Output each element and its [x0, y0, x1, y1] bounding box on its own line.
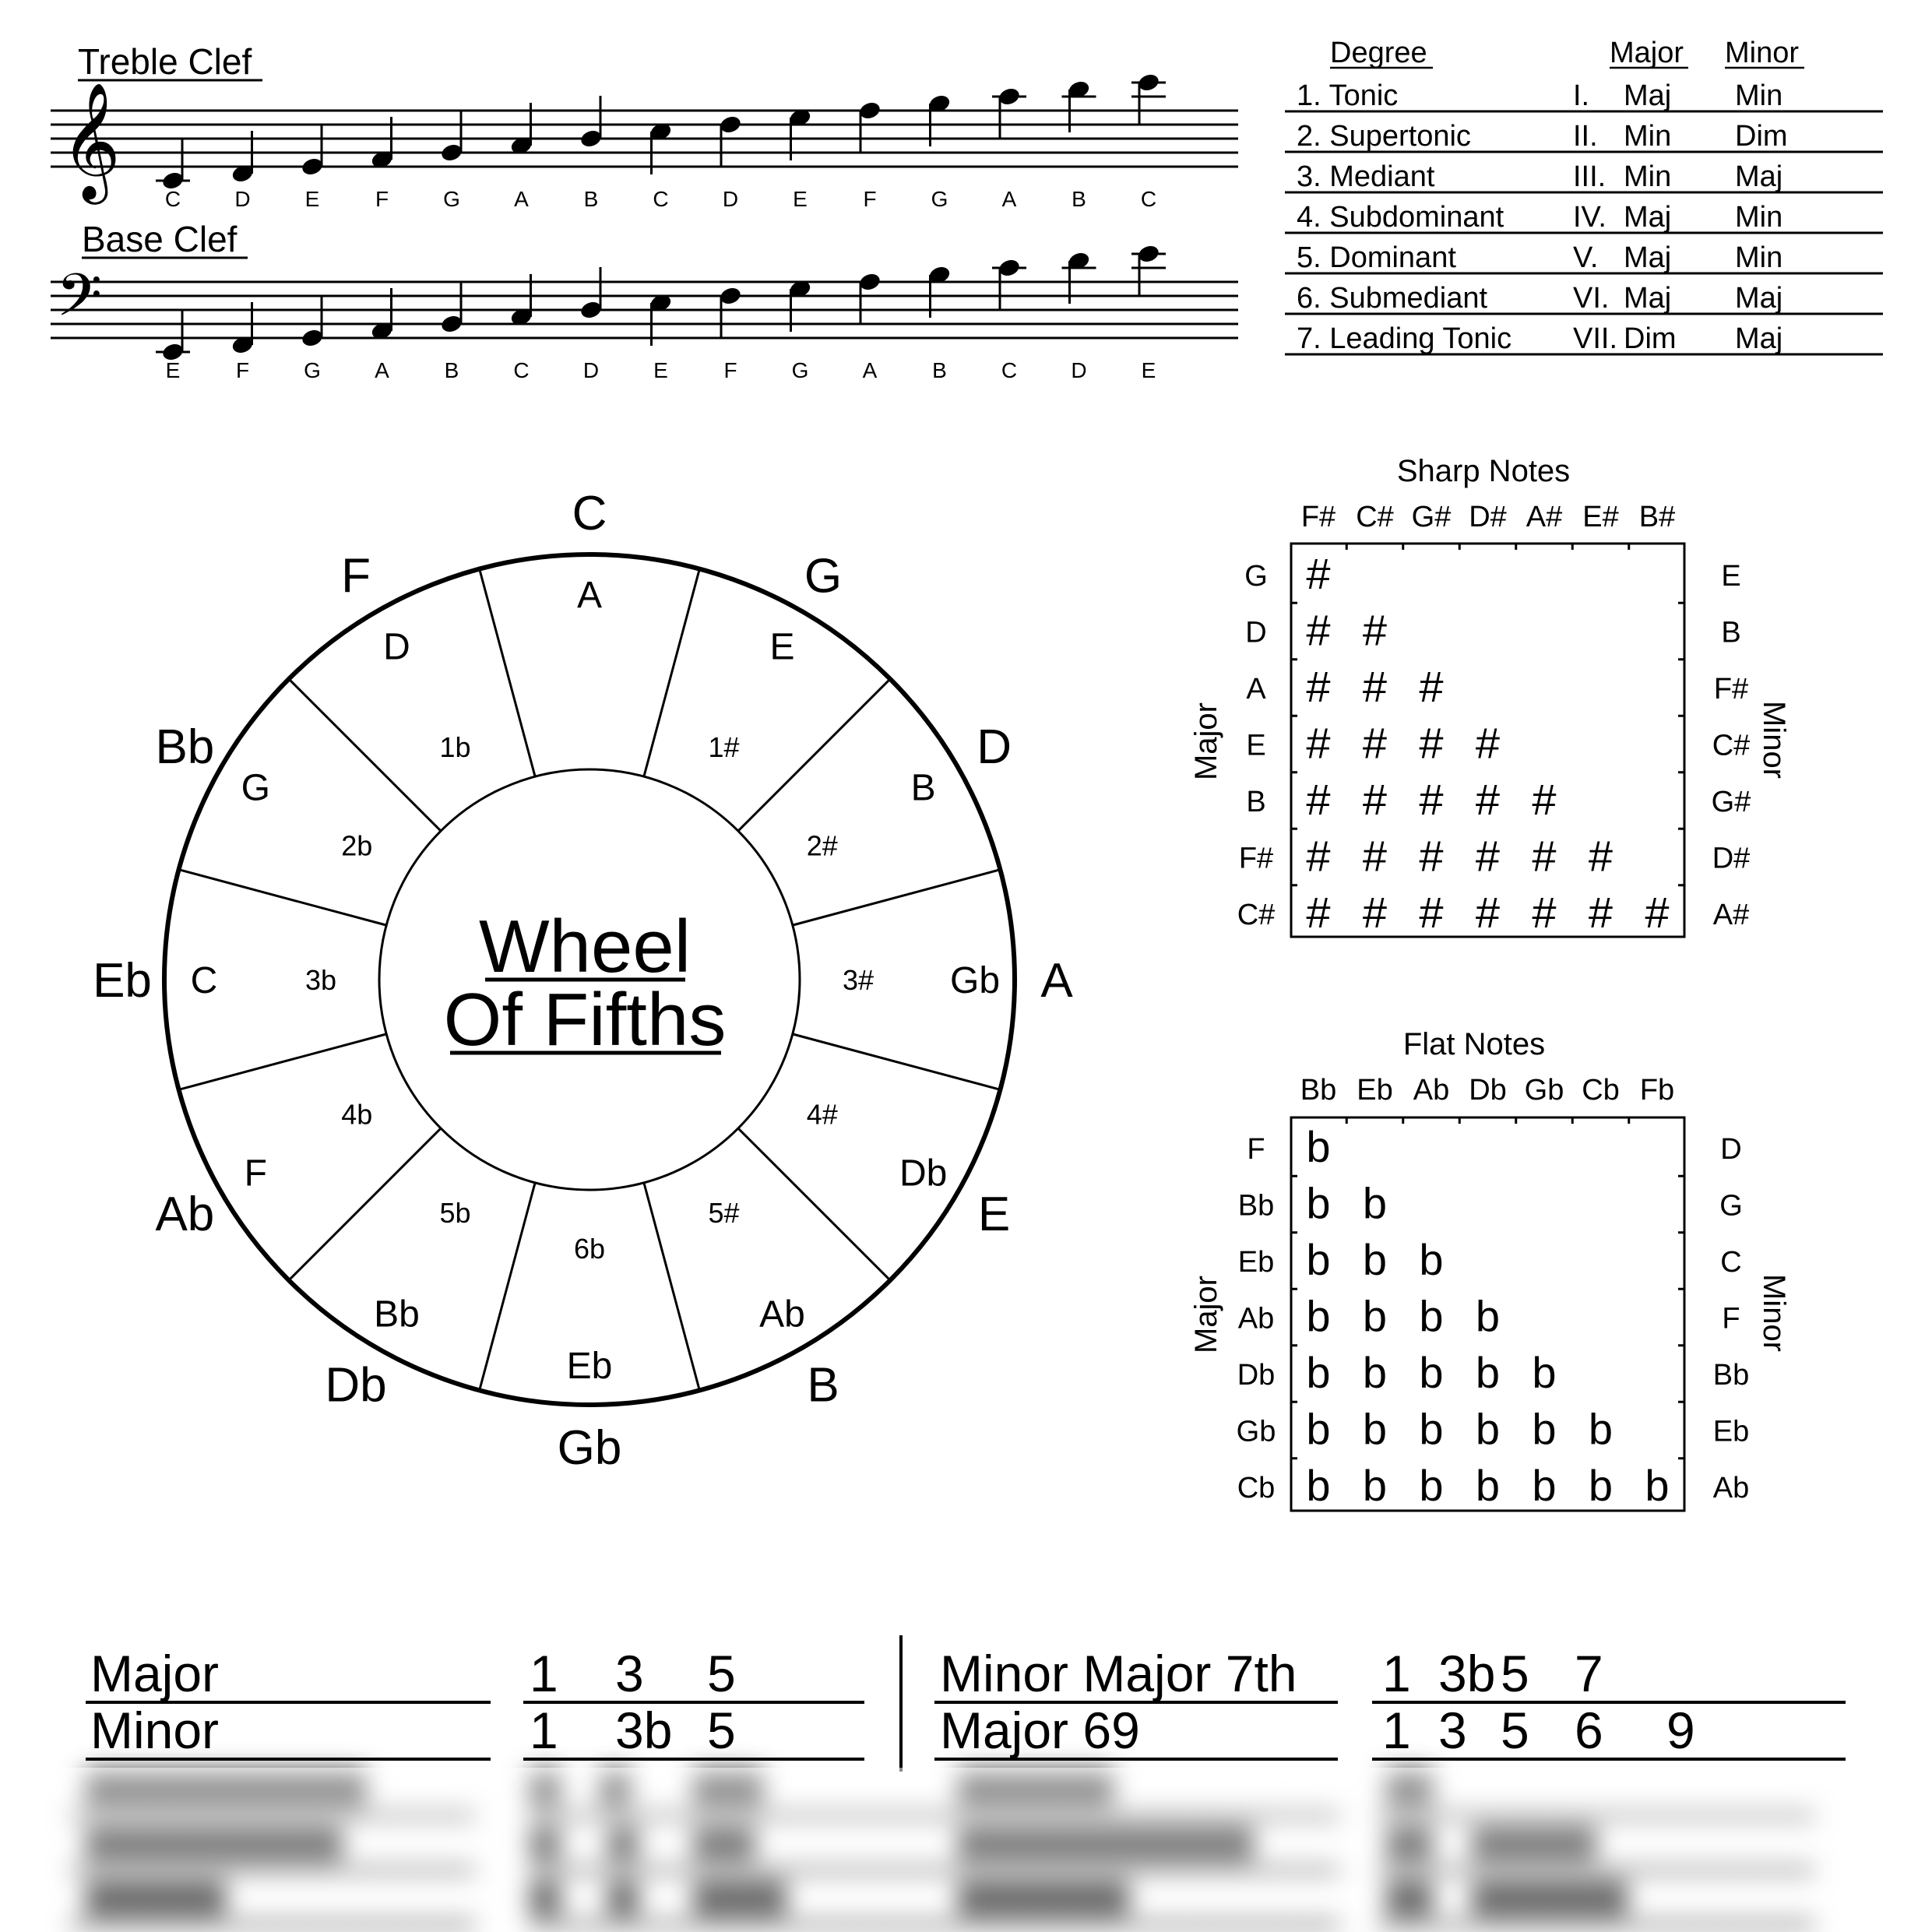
chord-name: Major: [90, 1645, 220, 1702]
table-accidental: b: [1306, 1404, 1331, 1454]
wheel-spoke: [793, 870, 1001, 925]
table-accidental: #: [1362, 718, 1388, 768]
note-label: D: [722, 187, 739, 211]
note-label: C: [513, 358, 530, 382]
note-label: C: [1001, 358, 1018, 382]
wheel-key-signature: 2#: [806, 829, 838, 862]
table-accidental: #: [1645, 888, 1670, 937]
table-accidental: b: [1419, 1404, 1444, 1454]
table-column-header: Cb: [1582, 1074, 1620, 1107]
note-label: G: [931, 187, 948, 211]
wheel-title-line2: Of Fifths: [443, 978, 727, 1061]
note-label: F: [723, 358, 737, 382]
degree-numeral: VII.: [1573, 322, 1618, 355]
wheel-major-key: Gb: [557, 1421, 622, 1475]
table-minor-key: B: [1721, 616, 1741, 649]
chord-interval: 1: [1382, 1645, 1411, 1702]
degree-major-quality: Maj: [1624, 241, 1672, 274]
table-major-key: F: [1247, 1133, 1265, 1166]
table-accidental: b: [1362, 1348, 1388, 1397]
degree-numeral: V.: [1573, 241, 1599, 274]
table-accidental: #: [1362, 605, 1388, 655]
wheel-key-signature: 5#: [708, 1196, 740, 1229]
sharp-minor-side-label: Minor: [1757, 700, 1791, 779]
table-accidental: b: [1475, 1404, 1501, 1454]
table-accidental: #: [1362, 888, 1388, 937]
wheel-key-signature: 3b: [304, 964, 337, 996]
degree-numeral: I.: [1573, 79, 1590, 112]
minor-header: Minor: [1725, 37, 1800, 69]
wheel-spoke: [793, 1034, 1001, 1089]
table-accidental: b: [1362, 1291, 1388, 1341]
note-label: A: [514, 187, 529, 211]
table-accidental: b: [1306, 1348, 1331, 1397]
note-label: B: [444, 358, 459, 382]
degree-minor-quality: Min: [1735, 201, 1783, 234]
wheel-spoke: [289, 679, 441, 831]
table-major-key: Db: [1237, 1359, 1276, 1392]
table-accidental: #: [1532, 775, 1557, 824]
table-major-key: F#: [1238, 842, 1274, 875]
sharp-notes-table: [1189, 454, 1791, 937]
wheel-minor-key: Eb: [566, 1346, 613, 1387]
wheel-minor-key: B: [910, 767, 936, 809]
sharp-table-title: Sharp Notes: [1396, 454, 1571, 488]
treble-staff-lines: [51, 111, 1238, 167]
sharp-major-side-label: Major: [1189, 702, 1223, 781]
wheel-key-signature: 1#: [708, 731, 740, 764]
table-accidental: #: [1306, 662, 1331, 711]
wheel-major-key: F: [341, 549, 371, 604]
table-minor-key: D: [1720, 1133, 1742, 1166]
table-accidental: b: [1532, 1461, 1557, 1510]
table-minor-key: F#: [1713, 673, 1749, 706]
chord-interval: 5: [707, 1701, 736, 1759]
scale-degree-table: [1285, 37, 1883, 355]
wheel-key-signature: 2b: [341, 829, 373, 862]
note-label: D: [1071, 358, 1087, 382]
table-accidental: #: [1588, 831, 1614, 881]
wheel-spoke: [179, 1034, 387, 1089]
table-column-header: Db: [1469, 1074, 1507, 1107]
chord-interval: 7: [1575, 1645, 1603, 1702]
table-major-key: B: [1246, 786, 1266, 818]
table-major-key: Bb: [1237, 1189, 1275, 1223]
treble-clef-icon: 𝄞: [61, 83, 121, 197]
table-minor-key: C: [1720, 1246, 1742, 1279]
wheel-major-key: A: [1040, 954, 1073, 1008]
degree-major-quality: Min: [1624, 120, 1672, 153]
note-label: E: [793, 187, 808, 211]
wheel-major-key: C: [572, 487, 607, 540]
note-label: G: [791, 358, 809, 382]
treble-clef-staff: [51, 41, 1238, 211]
wheel-minor-key: G: [241, 767, 270, 809]
note-label: G: [443, 187, 460, 211]
bass-clef-title: Base Clef: [82, 219, 238, 259]
table-accidental: b: [1645, 1461, 1670, 1510]
note-label: F: [863, 187, 877, 211]
degree-name: 3. Mediant: [1297, 160, 1435, 193]
wheel-spoke: [289, 1128, 441, 1280]
table-accidental: #: [1419, 718, 1444, 768]
treble-notes: [156, 72, 1166, 211]
table-accidental: #: [1419, 775, 1444, 824]
table-accidental: #: [1306, 831, 1331, 881]
note-label: E: [1141, 358, 1156, 382]
table-accidental: #: [1588, 888, 1614, 937]
note-label: E: [165, 358, 181, 382]
table-accidental: #: [1362, 831, 1388, 881]
wheel-key-signature: 4b: [341, 1098, 373, 1131]
table-accidental: b: [1306, 1178, 1331, 1228]
table-accidental: #: [1306, 605, 1331, 655]
degree-minor-quality: Maj: [1735, 282, 1783, 315]
table-accidental: #: [1306, 888, 1331, 937]
degree-major-quality: Maj: [1624, 282, 1672, 315]
chord-interval: 5: [1501, 1701, 1529, 1759]
table-accidental: b: [1306, 1235, 1331, 1284]
flat-minor-side-label: Minor: [1757, 1273, 1791, 1353]
table-accidental: b: [1419, 1461, 1444, 1510]
table-major-key: Cb: [1237, 1472, 1276, 1504]
degree-major-quality: Maj: [1624, 201, 1672, 234]
table-column-header: G#: [1411, 501, 1452, 533]
table-accidental: b: [1475, 1461, 1501, 1510]
table-column-header: F#: [1300, 501, 1336, 533]
flat-table-title: Flat Notes: [1402, 1027, 1546, 1061]
table-major-key: Gb: [1236, 1415, 1276, 1448]
note-label: C: [1140, 187, 1157, 211]
table-accidental: #: [1306, 549, 1331, 598]
table-column-header: E#: [1582, 501, 1619, 533]
wheel-minor-key: A: [576, 575, 603, 616]
chord-interval: 9: [1666, 1701, 1695, 1759]
table-accidental: b: [1475, 1348, 1501, 1397]
degree-numeral: VI.: [1573, 282, 1610, 315]
table-accidental: b: [1475, 1291, 1501, 1341]
chord-interval: 5: [707, 1645, 736, 1702]
table-column-header: Fb: [1639, 1074, 1675, 1107]
table-column-header: Ab: [1413, 1074, 1450, 1107]
chord-interval: 1: [530, 1701, 558, 1759]
note-label: F: [375, 187, 389, 211]
degree-name: 5. Dominant: [1297, 241, 1456, 274]
wheel-minor-key: Ab: [759, 1293, 805, 1336]
wheel-key-signature: 6b: [573, 1233, 606, 1265]
chord-interval: 3: [1438, 1701, 1467, 1759]
chord-interval: 1: [530, 1645, 558, 1702]
degree-name: 2. Supertonic: [1297, 120, 1471, 153]
wheel-title-line1: Wheel: [478, 905, 692, 988]
wheel-spoke: [738, 679, 890, 831]
table-accidental: b: [1306, 1291, 1331, 1341]
wheel-major-key: Ab: [155, 1188, 215, 1241]
table-minor-key: Eb: [1712, 1415, 1750, 1448]
degree-name: 1. Tonic: [1297, 79, 1399, 112]
chord-formula-table: [86, 1635, 1846, 1772]
table-accidental: #: [1362, 662, 1388, 711]
wheel-spoke: [738, 1128, 890, 1280]
note-label: A: [1001, 187, 1017, 211]
table-accidental: #: [1419, 662, 1444, 711]
table-accidental: b: [1362, 1461, 1388, 1510]
wheel-spoke: [179, 870, 387, 925]
flat-table-body: [1237, 1074, 1750, 1511]
wheel-major-key: Db: [325, 1358, 387, 1413]
bass-clef-staff: [51, 219, 1238, 382]
wheel-of-fifths: [93, 487, 1073, 1475]
treble-clef-title: Treble Clef: [78, 41, 252, 82]
wheel-minor-key: Bb: [374, 1293, 420, 1336]
note-label: C: [164, 187, 181, 211]
table-minor-key: F: [1722, 1302, 1740, 1336]
wheel-spoke: [644, 569, 699, 777]
wheel-spoke: [480, 1183, 535, 1391]
table-accidental: #: [1532, 888, 1557, 937]
chord-name: Minor: [90, 1701, 220, 1759]
major-header: Major: [1610, 37, 1684, 69]
table-column-header: Bb: [1300, 1074, 1337, 1107]
table-accidental: #: [1419, 831, 1444, 881]
table-accidental: #: [1362, 775, 1388, 824]
table-accidental: b: [1306, 1461, 1331, 1510]
note-label: A: [862, 358, 878, 382]
table-accidental: b: [1306, 1122, 1331, 1171]
table-minor-key: Bb: [1712, 1359, 1750, 1392]
wheel-major-key: B: [807, 1358, 839, 1413]
wheel-minor-key: F: [244, 1153, 267, 1195]
table-major-key: D: [1245, 616, 1267, 649]
bass-notes: [156, 244, 1166, 382]
degree-rows: [1285, 79, 1883, 355]
chord-interval: 1: [1382, 1701, 1411, 1759]
table-column-header: C#: [1356, 501, 1394, 533]
table-accidental: b: [1588, 1404, 1614, 1454]
table-column-header: D#: [1469, 501, 1507, 533]
degree-minor-quality: Dim: [1735, 120, 1788, 153]
flat-major-side-label: Major: [1189, 1275, 1223, 1354]
note-label: D: [234, 187, 251, 211]
table-accidental: b: [1532, 1348, 1557, 1397]
wheel-spoke: [644, 1183, 699, 1391]
note-label: E: [304, 187, 320, 211]
table-column-header: A#: [1526, 501, 1563, 533]
wheel-key-signature: 5b: [439, 1196, 471, 1229]
note-label: C: [653, 187, 669, 211]
table-accidental: #: [1475, 831, 1501, 881]
degree-major-quality: Maj: [1624, 79, 1672, 112]
table-major-key: Eb: [1237, 1246, 1275, 1279]
table-major-key: C#: [1237, 899, 1276, 931]
degree-major-quality: Dim: [1624, 322, 1677, 355]
table-minor-key: G#: [1711, 786, 1751, 818]
note-label: F: [235, 358, 250, 382]
table-accidental: b: [1362, 1404, 1388, 1454]
sharp-table-body: [1237, 501, 1751, 937]
degree-header: Degree: [1330, 37, 1427, 69]
degree-name: 6. Submediant: [1297, 282, 1488, 315]
table-minor-key: D#: [1712, 842, 1751, 875]
chord-interval: 6: [1575, 1701, 1603, 1759]
degree-numeral: III.: [1573, 160, 1606, 193]
wheel-spoke: [480, 569, 535, 777]
table-major-key: G: [1244, 560, 1268, 593]
wheel-key-signature: 4#: [806, 1098, 838, 1131]
degree-minor-quality: Min: [1735, 79, 1783, 112]
table-accidental: #: [1306, 718, 1331, 768]
wheel-minor-key: C: [190, 960, 218, 1001]
wheel-major-key: Bb: [155, 720, 215, 774]
table-minor-key: G: [1719, 1189, 1743, 1223]
table-accidental: #: [1475, 718, 1501, 768]
table-accidental: b: [1532, 1404, 1557, 1454]
degree-name: 7. Leading Tonic: [1297, 322, 1512, 355]
chord-name: Major 69: [940, 1701, 1140, 1759]
wheel-major-key: G: [804, 549, 843, 604]
wheel-major-key: E: [977, 1188, 1011, 1241]
table-minor-key: Ab: [1712, 1472, 1750, 1504]
table-accidental: #: [1419, 888, 1444, 937]
chord-interval: 3: [615, 1645, 644, 1702]
note-label: E: [653, 358, 668, 382]
table-major-key: Ab: [1237, 1302, 1275, 1336]
note-label: B: [583, 187, 599, 211]
table-column-header: Gb: [1524, 1074, 1564, 1107]
wheel-minor-key: Gb: [949, 960, 1001, 1001]
bass-clef-icon: 𝄢: [56, 263, 103, 343]
table-accidental: b: [1419, 1291, 1444, 1341]
chord-interval: 3b: [1438, 1645, 1496, 1702]
chord-interval: 5: [1501, 1645, 1529, 1702]
wheel-key-signature: 1b: [439, 731, 471, 764]
wheel-major-key: Eb: [93, 954, 152, 1008]
note-label: G: [304, 358, 321, 382]
table-minor-key: A#: [1712, 899, 1750, 931]
wheel-major-key: D: [977, 720, 1012, 774]
obscured-region-overlay: [0, 1768, 1932, 1932]
degree-numeral: IV.: [1573, 201, 1606, 234]
bass-staff-lines: [51, 282, 1238, 338]
table-accidental: b: [1362, 1178, 1388, 1228]
table-minor-key: C#: [1712, 729, 1751, 762]
wheel-minor-key: E: [769, 626, 795, 668]
table-accidental: b: [1419, 1348, 1444, 1397]
degree-minor-quality: Maj: [1735, 160, 1783, 193]
table-column-header: B#: [1638, 501, 1676, 533]
wheel-minor-key: D: [383, 626, 410, 668]
chord-name: Minor Major 7th: [940, 1645, 1297, 1702]
table-accidental: b: [1362, 1235, 1388, 1284]
degree-major-quality: Min: [1624, 160, 1672, 193]
note-label: B: [1072, 187, 1086, 211]
chord-interval: 3b: [615, 1701, 673, 1759]
table-accidental: b: [1588, 1461, 1614, 1510]
degree-numeral: II.: [1573, 120, 1598, 153]
table-minor-key: E: [1721, 560, 1741, 593]
note-label: D: [582, 358, 600, 382]
chord-rows: [86, 1645, 1846, 1759]
table-accidental: #: [1475, 888, 1501, 937]
wheel-key-signature: 3#: [842, 964, 875, 996]
table-accidental: #: [1475, 775, 1501, 824]
note-label: B: [932, 358, 947, 382]
table-accidental: #: [1532, 831, 1557, 881]
degree-minor-quality: Maj: [1735, 322, 1783, 355]
degree-name: 4. Subdominant: [1297, 201, 1504, 234]
wheel-minor-key: Db: [899, 1153, 948, 1195]
degree-minor-quality: Min: [1735, 241, 1783, 274]
table-column-header: Eb: [1357, 1074, 1393, 1107]
table-accidental: b: [1419, 1235, 1444, 1284]
table-major-key: A: [1246, 673, 1266, 706]
note-label: A: [375, 358, 389, 382]
table-accidental: #: [1306, 775, 1331, 824]
table-major-key: E: [1246, 729, 1266, 762]
flat-notes-table: [1189, 1027, 1791, 1511]
